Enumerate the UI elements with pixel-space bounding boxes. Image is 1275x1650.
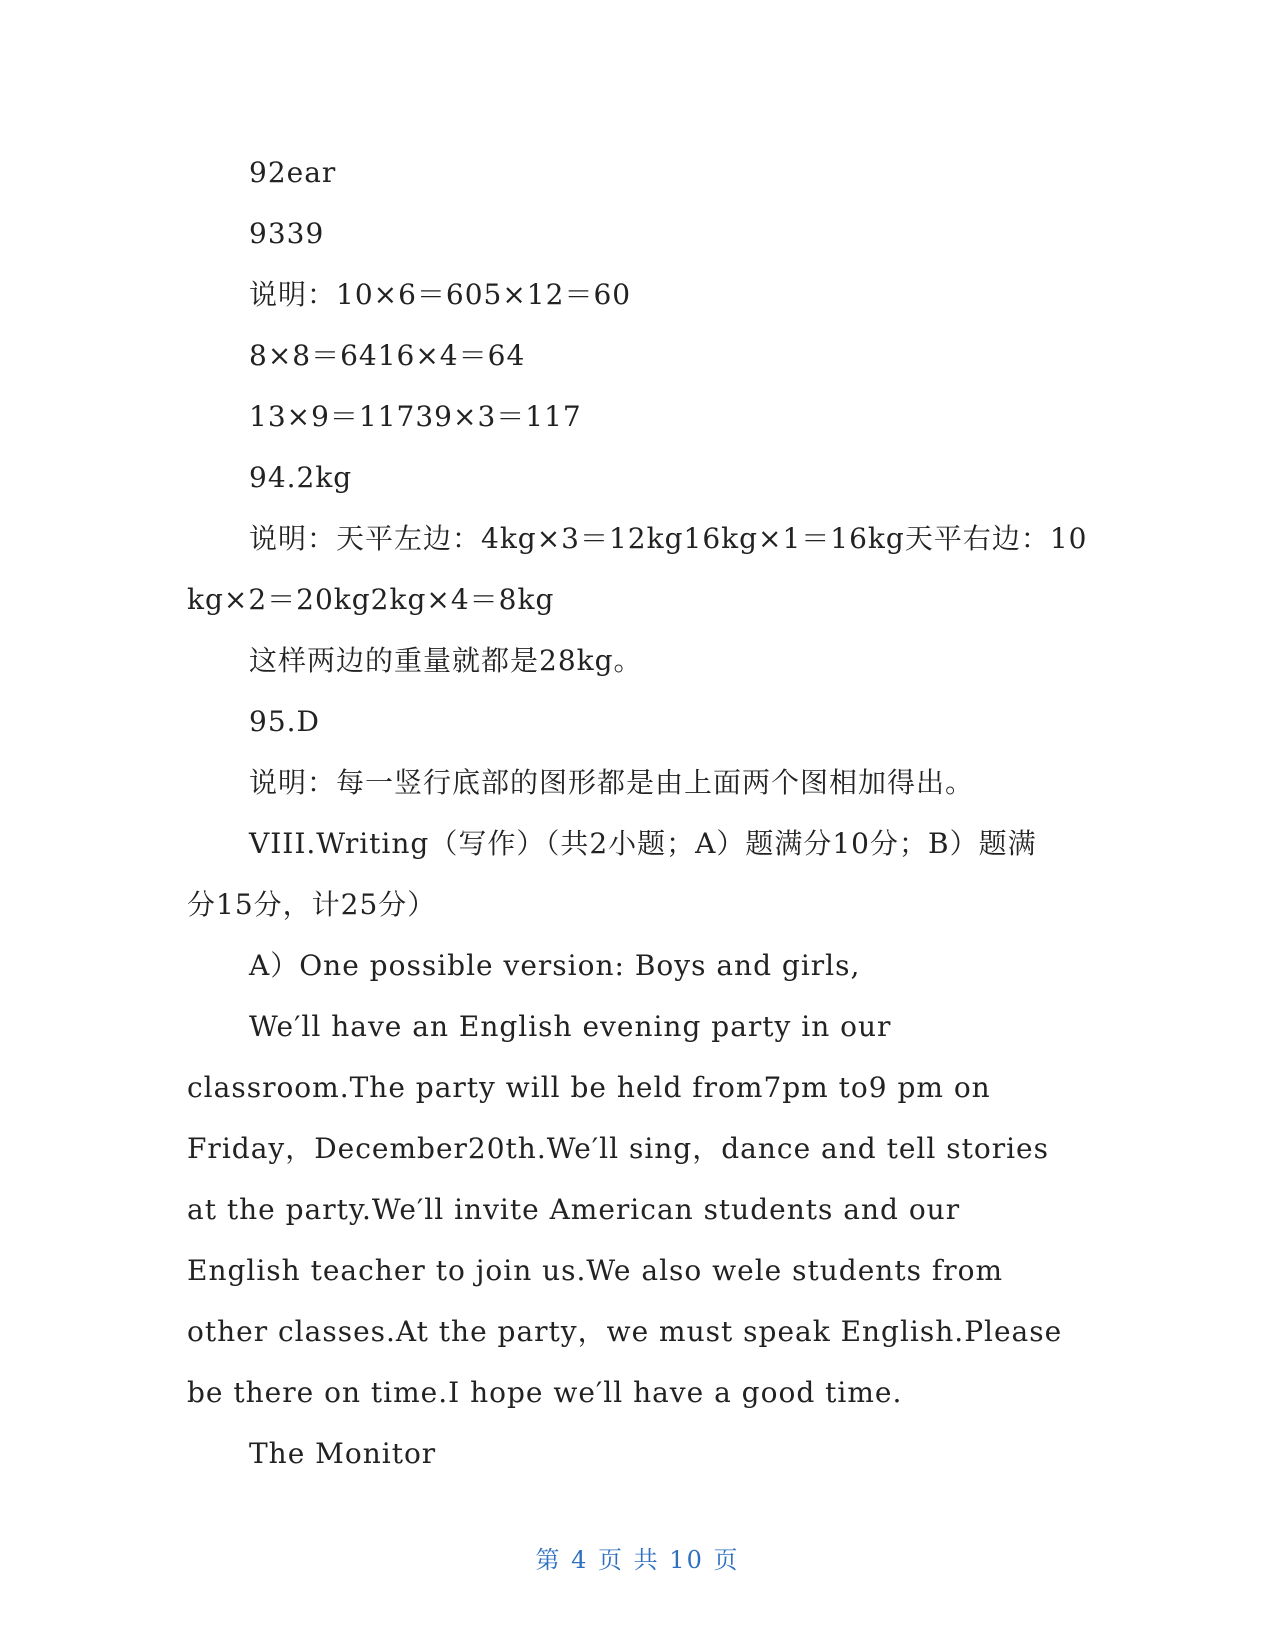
answer-93: 9339 [249, 217, 325, 250]
essay-line-5: English teacher to join us.We also wele students from [187, 1254, 1003, 1287]
essay-line-1: We′ll have an English evening party in our [249, 1010, 892, 1043]
explanation-95: 说明：每一竖行底部的图形都是由上面两个图相加得出。 [249, 766, 975, 799]
essay-intro: A）One possible version: Boys and girls, [249, 949, 861, 982]
essay-signature: The Monitor [249, 1437, 437, 1470]
explanation-93-line-3: 13×9＝11739×3＝117 [249, 400, 582, 433]
answer-92: 92ear [249, 156, 337, 189]
essay-line-6: other classes.At the party，we must speak English.Please [187, 1315, 1063, 1348]
answer-95: 95.D [249, 705, 320, 738]
section-heading-writing-cont: 分15分，计25分） [187, 888, 437, 921]
page-number-footer: 第 4 页 共 10 页 [535, 1546, 740, 1574]
explanation-94-line-3: 这样两边的重量就都是28kg。 [249, 644, 643, 677]
explanation-93-line-2: 8×8＝6416×4＝64 [249, 339, 526, 372]
document-body [187, 142, 1087, 1484]
essay-line-3: Friday，December20th.We′ll sing，dance and tell stories [187, 1132, 1049, 1165]
essay-line-2: classroom.The party will be held from7pm to9 pm on [187, 1071, 991, 1104]
essay-line-7: be there on time.I hope we′ll have a good time. [187, 1376, 903, 1409]
section-heading-writing: VIII.Writing（写作）（共2小题；A）题满分10分；B）题满 [249, 827, 1037, 860]
explanation-93-line-1: 说明：10×6＝605×12＝60 [249, 278, 632, 311]
essay-line-4: at the party.We′ll invite American students and our [187, 1193, 961, 1226]
explanation-94-line-2: kg×2＝20kg2kg×4＝8kg [187, 583, 555, 616]
answer-94: 94.2kg [249, 461, 353, 494]
explanation-94-line-1: 说明：天平左边：4kg×3＝12kg16kg×1＝16kg天平右边：10 [249, 522, 1088, 555]
